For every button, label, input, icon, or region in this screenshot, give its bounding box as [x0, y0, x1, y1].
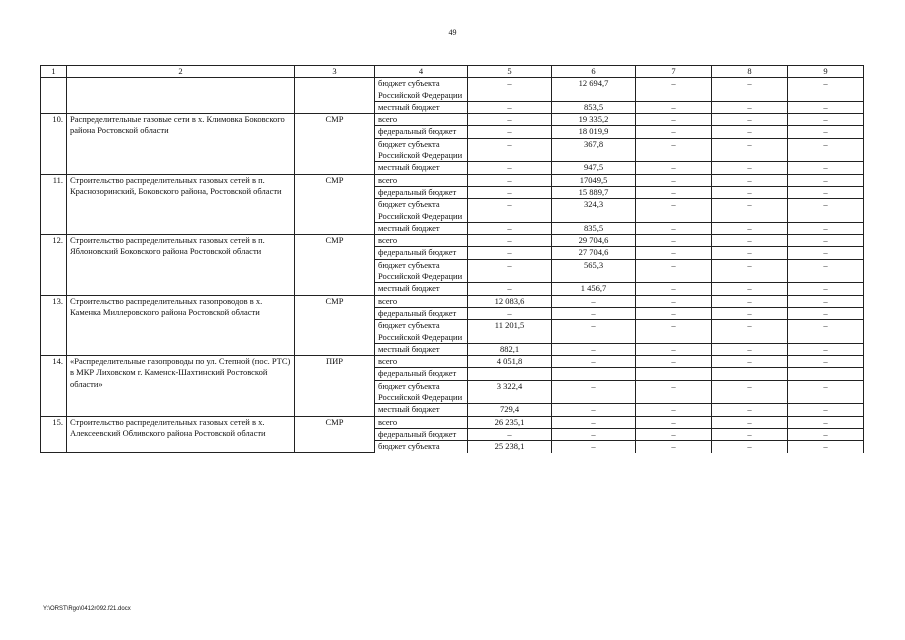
value-cell: – — [788, 343, 864, 355]
value-cell: – — [552, 320, 636, 344]
item-name-cell: Строительство распределительных газовых сетей в х. Алексеевский Обливского района Ростовской области — [67, 416, 295, 452]
item-number-cell: 13. — [41, 295, 67, 355]
file-path: Y:\ORST\Rgo\0412r092.f21.docx — [43, 606, 131, 612]
funding-source-cell: бюджет субъекта Российской Федерации — [375, 259, 468, 283]
value-cell — [468, 368, 552, 380]
value-cell: – — [636, 101, 712, 113]
value-cell: 18 019,9 — [552, 126, 636, 138]
value-cell: – — [788, 441, 864, 453]
column-number-header: 5 — [468, 66, 552, 78]
value-cell: – — [712, 307, 788, 319]
value-cell: – — [468, 186, 552, 198]
value-cell: – — [636, 162, 712, 174]
value-cell: – — [712, 404, 788, 416]
column-number-header: 7 — [636, 66, 712, 78]
value-cell: – — [468, 78, 552, 102]
column-number-header: 1 — [41, 66, 67, 78]
value-cell: – — [788, 283, 864, 295]
value-cell: – — [788, 114, 864, 126]
value-cell: – — [788, 356, 864, 368]
value-cell: – — [552, 307, 636, 319]
value-cell: – — [788, 416, 864, 428]
value-cell: – — [712, 101, 788, 113]
value-cell: – — [788, 101, 864, 113]
value-cell: – — [636, 259, 712, 283]
value-cell: – — [712, 428, 788, 440]
value-cell: – — [636, 78, 712, 102]
value-cell: – — [468, 114, 552, 126]
value-cell: – — [788, 295, 864, 307]
funding-source-cell: всего — [375, 174, 468, 186]
value-cell: – — [636, 307, 712, 319]
value-cell: – — [468, 235, 552, 247]
work-type-cell: ПИР — [295, 356, 375, 416]
item-name-cell: Строительство распределительных газовых сетей в п. Краснозоринский, Боковского района, Ростовской области — [67, 174, 295, 234]
work-type-cell — [295, 78, 375, 114]
value-cell — [788, 368, 864, 380]
value-cell: – — [712, 162, 788, 174]
value-cell: – — [712, 114, 788, 126]
value-cell: – — [636, 114, 712, 126]
value-cell: – — [636, 199, 712, 223]
funding-source-cell: местный бюджет — [375, 404, 468, 416]
value-cell: – — [636, 235, 712, 247]
funding-source-cell: всего — [375, 295, 468, 307]
value-cell: – — [712, 247, 788, 259]
column-number-header: 4 — [375, 66, 468, 78]
work-type-cell: СМР — [295, 416, 375, 452]
value-cell: – — [636, 295, 712, 307]
value-cell: 565,3 — [552, 259, 636, 283]
value-cell: – — [712, 78, 788, 102]
value-cell: – — [712, 441, 788, 453]
value-cell: – — [468, 222, 552, 234]
value-cell: – — [552, 295, 636, 307]
value-cell: – — [636, 126, 712, 138]
value-cell: – — [712, 259, 788, 283]
funding-source-cell: бюджет субъекта Российской Федерации — [375, 78, 468, 102]
item-number-cell: 15. — [41, 416, 67, 452]
value-cell: – — [552, 404, 636, 416]
value-cell: – — [712, 186, 788, 198]
value-cell: – — [468, 199, 552, 223]
value-cell: – — [636, 247, 712, 259]
funding-source-cell: всего — [375, 235, 468, 247]
value-cell: 835,5 — [552, 222, 636, 234]
value-cell: – — [712, 138, 788, 162]
value-cell: 29 704,6 — [552, 235, 636, 247]
value-cell: – — [636, 283, 712, 295]
value-cell — [712, 368, 788, 380]
value-cell: – — [788, 404, 864, 416]
work-type-cell: СМР — [295, 114, 375, 174]
value-cell: 27 704,6 — [552, 247, 636, 259]
value-cell: – — [552, 380, 636, 404]
table-row — [41, 235, 864, 247]
value-cell: – — [468, 307, 552, 319]
value-cell: 11 201,5 — [468, 320, 552, 344]
funding-source-cell: местный бюджет — [375, 162, 468, 174]
value-cell: 4 051,8 — [468, 356, 552, 368]
value-cell: – — [788, 235, 864, 247]
funding-source-cell: бюджет субъекта Российской Федерации — [375, 380, 468, 404]
value-cell: – — [468, 101, 552, 113]
value-cell: – — [468, 283, 552, 295]
value-cell: – — [636, 222, 712, 234]
value-cell: – — [468, 428, 552, 440]
value-cell: 17049,5 — [552, 174, 636, 186]
work-type-cell: СМР — [295, 235, 375, 295]
value-cell: 3 322,4 — [468, 380, 552, 404]
item-number-cell: 11. — [41, 174, 67, 234]
value-cell: – — [636, 441, 712, 453]
value-cell: – — [788, 259, 864, 283]
funding-source-cell: всего — [375, 356, 468, 368]
header-row — [41, 66, 864, 78]
value-cell: – — [712, 174, 788, 186]
funding-source-cell: местный бюджет — [375, 343, 468, 355]
value-cell: – — [788, 126, 864, 138]
value-cell: – — [636, 380, 712, 404]
value-cell: – — [636, 138, 712, 162]
item-name-cell: Строительство распределительных газопроводов в х. Каменка Миллеровского района Ростовской области — [67, 295, 295, 355]
column-number-header: 2 — [67, 66, 295, 78]
funding-source-cell: бюджет субъекта — [375, 441, 468, 453]
value-cell: – — [468, 174, 552, 186]
value-cell: 1 456,7 — [552, 283, 636, 295]
value-cell: – — [636, 428, 712, 440]
column-number-header: 3 — [295, 66, 375, 78]
funding-source-cell: местный бюджет — [375, 101, 468, 113]
page-number: 49 — [448, 28, 457, 37]
value-cell: 324,3 — [552, 199, 636, 223]
value-cell — [552, 368, 636, 380]
work-type-cell: СМР — [295, 174, 375, 234]
value-cell: – — [712, 320, 788, 344]
value-cell: – — [468, 138, 552, 162]
value-cell — [636, 368, 712, 380]
item-number-cell: 12. — [41, 235, 67, 295]
value-cell: 25 238,1 — [468, 441, 552, 453]
value-cell: 19 335,2 — [552, 114, 636, 126]
table-row — [41, 78, 864, 102]
value-cell: – — [788, 307, 864, 319]
value-cell: – — [636, 186, 712, 198]
work-type-cell: СМР — [295, 295, 375, 355]
value-cell: – — [712, 343, 788, 355]
value-cell: – — [788, 199, 864, 223]
value-cell: – — [552, 416, 636, 428]
value-cell: – — [712, 126, 788, 138]
value-cell: – — [636, 404, 712, 416]
funding-source-cell: всего — [375, 114, 468, 126]
funding-source-cell: всего — [375, 416, 468, 428]
funding-source-cell: местный бюджет — [375, 222, 468, 234]
value-cell: 882,1 — [468, 343, 552, 355]
value-cell: – — [552, 356, 636, 368]
column-number-header: 6 — [552, 66, 636, 78]
value-cell: – — [636, 416, 712, 428]
value-cell: – — [468, 247, 552, 259]
table-row — [41, 174, 864, 186]
value-cell: – — [712, 222, 788, 234]
item-name-cell — [67, 78, 295, 114]
value-cell: – — [712, 199, 788, 223]
value-cell: – — [636, 320, 712, 344]
value-cell: 947,5 — [552, 162, 636, 174]
funding-source-cell: федеральный бюджет — [375, 247, 468, 259]
value-cell: – — [788, 162, 864, 174]
value-cell: – — [468, 259, 552, 283]
value-cell: – — [468, 126, 552, 138]
budget-table — [40, 65, 864, 453]
value-cell: – — [788, 247, 864, 259]
item-name-cell: Распределительные газовые сети в х. Климовка Боковского района Ростовской области — [67, 114, 295, 174]
value-cell: – — [712, 295, 788, 307]
table-row — [41, 356, 864, 368]
value-cell: – — [468, 162, 552, 174]
funding-source-cell: федеральный бюджет — [375, 186, 468, 198]
item-number-cell — [41, 78, 67, 114]
value-cell: 12 694,7 — [552, 78, 636, 102]
value-cell: – — [636, 356, 712, 368]
value-cell: – — [788, 174, 864, 186]
table-row — [41, 114, 864, 126]
funding-source-cell: федеральный бюджет — [375, 126, 468, 138]
value-cell: – — [788, 78, 864, 102]
value-cell: – — [552, 441, 636, 453]
value-cell: – — [712, 356, 788, 368]
value-cell: – — [712, 416, 788, 428]
funding-source-cell: федеральный бюджет — [375, 428, 468, 440]
value-cell: – — [636, 343, 712, 355]
value-cell: – — [788, 380, 864, 404]
value-cell: – — [788, 428, 864, 440]
value-cell: 729,4 — [468, 404, 552, 416]
funding-source-cell: бюджет субъекта Российской Федерации — [375, 320, 468, 344]
value-cell: 26 235,1 — [468, 416, 552, 428]
column-number-header: 9 — [788, 66, 864, 78]
table-row — [41, 295, 864, 307]
item-number-cell: 14. — [41, 356, 67, 416]
table-row — [41, 416, 864, 428]
value-cell: – — [636, 174, 712, 186]
value-cell: – — [788, 320, 864, 344]
funding-source-cell: бюджет субъекта Российской Федерации — [375, 199, 468, 223]
value-cell: 853,5 — [552, 101, 636, 113]
value-cell: – — [788, 138, 864, 162]
value-cell: – — [788, 222, 864, 234]
item-number-cell: 10. — [41, 114, 67, 174]
value-cell: – — [552, 428, 636, 440]
value-cell: – — [712, 380, 788, 404]
value-cell: 12 083,6 — [468, 295, 552, 307]
value-cell: – — [712, 235, 788, 247]
funding-source-cell: местный бюджет — [375, 283, 468, 295]
value-cell: 15 889,7 — [552, 186, 636, 198]
value-cell: 367,8 — [552, 138, 636, 162]
funding-source-cell: федеральный бюджет — [375, 368, 468, 380]
funding-source-cell: бюджет субъекта Российской Федерации — [375, 138, 468, 162]
column-number-header: 8 — [712, 66, 788, 78]
value-cell: – — [712, 283, 788, 295]
item-name-cell: Строительство распределительных газовых сетей в п. Яблоновский Боковского района Ростовской области — [67, 235, 295, 295]
value-cell: – — [552, 343, 636, 355]
item-name-cell: «Распределительные газопроводы по ул. Степной (пос. РТС) в МКР Лиховском г. Каменск-Шахтинский Ростовской области» — [67, 356, 295, 416]
funding-source-cell: федеральный бюджет — [375, 307, 468, 319]
value-cell: – — [788, 186, 864, 198]
